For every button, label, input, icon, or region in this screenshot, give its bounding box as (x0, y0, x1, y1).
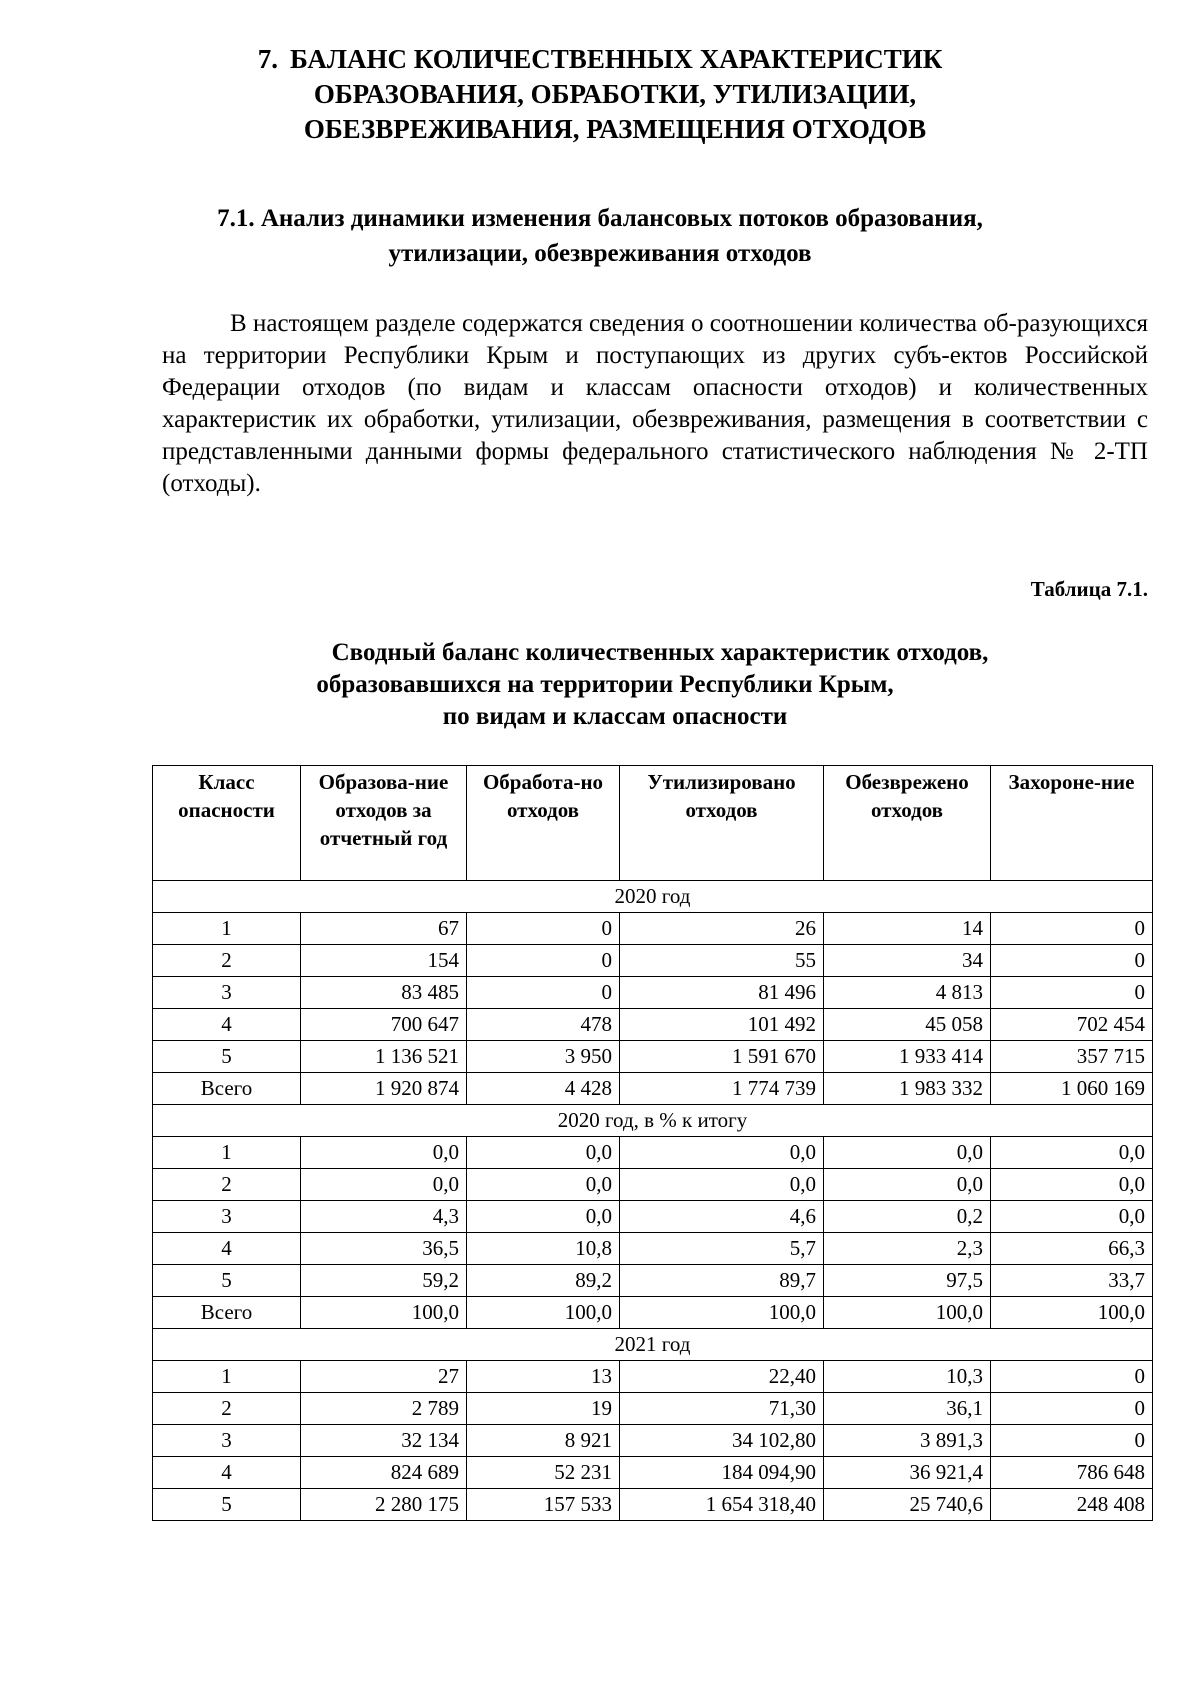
chapter-number: 7. (257, 44, 278, 74)
table-cell-class: 2 (153, 945, 301, 977)
table-row (153, 977, 1153, 1009)
table-cell-value: 2 280 175 (301, 1489, 467, 1521)
table-cell-value: 0 (991, 1425, 1153, 1457)
table-row (153, 1457, 1153, 1489)
table-cell-value: 100,0 (301, 1297, 467, 1329)
table-cell-value: 34 (824, 945, 991, 977)
section-title-line-2: утилизации, обезвреживания отходов (388, 240, 812, 267)
table-cell-value: 0,0 (301, 1137, 467, 1169)
table-cell-value: 157 533 (467, 1489, 620, 1521)
table-cell-class: 1 (153, 913, 301, 945)
table-cell-value: 1 933 414 (824, 1041, 991, 1073)
chapter-title-line-2: ОБРАЗОВАНИЯ, ОБРАБОТКИ, УТИЛИЗАЦИИ, (313, 79, 917, 109)
table-body (153, 881, 1153, 1521)
table-group-label: 2021 год (153, 1329, 1153, 1361)
table-cell-class: 4 (153, 1009, 301, 1041)
table-cell-value: 19 (467, 1393, 620, 1425)
table-cell-value: 1 591 670 (620, 1041, 824, 1073)
section-title-line-1: 7.1. Анализ динамики изменения балансовых потоков образования, (217, 205, 983, 232)
table-cell-value: 2,3 (824, 1233, 991, 1265)
table-cell-class: 1 (153, 1137, 301, 1169)
table-cell-value: 0,0 (620, 1137, 824, 1169)
table-cell-value: 1 654 318,40 (620, 1489, 824, 1521)
table-number: Таблица 7.1. (1030, 577, 1148, 601)
table-group-label: 2020 год (153, 881, 1153, 913)
table-cell-value: 32 134 (301, 1425, 467, 1457)
table-cell-value: 0,0 (991, 1201, 1153, 1233)
table-cell-value: 3 891,3 (824, 1425, 991, 1457)
table-cell-class: 2 (153, 1393, 301, 1425)
table-row (153, 1169, 1153, 1201)
column-header-processed: Обработа-но отходов (467, 766, 620, 881)
table-cell-value: 100,0 (467, 1297, 620, 1329)
table-cell-class: 3 (153, 977, 301, 1009)
table-row (153, 1425, 1153, 1457)
table-cell-value: 0,0 (824, 1169, 991, 1201)
table-cell-value: 36,1 (824, 1393, 991, 1425)
column-header-buried: Захороне-ние (991, 766, 1153, 881)
table-title-line-3: по видам и классам опасности (442, 703, 788, 730)
table-cell-value: 1 920 874 (301, 1073, 467, 1105)
table-cell-value: 52 231 (467, 1457, 620, 1489)
table-cell-value: 25 740,6 (824, 1489, 991, 1521)
table-cell-value: 357 715 (991, 1041, 1153, 1073)
table-row (153, 1361, 1153, 1393)
table-cell-value: 1 983 332 (824, 1073, 991, 1105)
waste-balance-table (152, 765, 1153, 1521)
table-cell-value: 13 (467, 1361, 620, 1393)
table-cell-value: 0,0 (824, 1137, 991, 1169)
table-cell-class: Всего (153, 1297, 301, 1329)
table-row (153, 1201, 1153, 1233)
table-cell-value: 0,0 (301, 1169, 467, 1201)
table-cell-value: 36,5 (301, 1233, 467, 1265)
table-cell-value: 66,3 (991, 1233, 1153, 1265)
table-cell-value: 10,3 (824, 1361, 991, 1393)
table-cell-value: 5,7 (620, 1233, 824, 1265)
table-cell-value: 4,6 (620, 1201, 824, 1233)
column-header-utilized: Утилизировано отходов (620, 766, 824, 881)
table-cell-value: 27 (301, 1361, 467, 1393)
table-group-row (153, 881, 1153, 913)
table-cell-value: 786 648 (991, 1457, 1153, 1489)
table-cell-value: 10,8 (467, 1233, 620, 1265)
table-row (153, 1137, 1153, 1169)
table-group-row (153, 1329, 1153, 1361)
table-title (0, 637, 1200, 733)
table-cell-value: 22,40 (620, 1361, 824, 1393)
table-cell-value: 59,2 (301, 1265, 467, 1297)
table-group-label: 2020 год, в % к итогу (153, 1105, 1153, 1137)
table-cell-value: 0,0 (467, 1169, 620, 1201)
table-row (153, 1489, 1153, 1521)
table-group-row (153, 1105, 1153, 1137)
table-cell-value: 0,0 (991, 1137, 1153, 1169)
table-cell-value: 0 (991, 945, 1153, 977)
table-cell-value: 4 813 (824, 977, 991, 1009)
table-cell-value: 71,30 (620, 1393, 824, 1425)
table-cell-value: 184 094,90 (620, 1457, 824, 1489)
section-heading (0, 201, 1200, 271)
table-cell-value: 67 (301, 913, 467, 945)
table-cell-value: 3 950 (467, 1041, 620, 1073)
table-cell-value: 0 (467, 913, 620, 945)
table-title-line-1: Сводный баланс количественных характеристик отходов, (331, 639, 989, 666)
column-header-generated: Образова-ние отходов за отчетный год (301, 766, 467, 881)
table-cell-value: 83 485 (301, 977, 467, 1009)
table-row (153, 1265, 1153, 1297)
table-cell-value: 14 (824, 913, 991, 945)
table-cell-value: 100,0 (824, 1297, 991, 1329)
table-cell-class: 2 (153, 1169, 301, 1201)
table-title-line-2: образовавшихся на территории Республики Крым, (316, 671, 894, 698)
table-row (153, 1233, 1153, 1265)
table-cell-value: 0,0 (467, 1201, 620, 1233)
table-cell-value: 1 060 169 (991, 1073, 1153, 1105)
table-cell-value: 89,2 (467, 1265, 620, 1297)
table-cell-value: 26 (620, 913, 824, 945)
table-cell-value: 100,0 (991, 1297, 1153, 1329)
table-cell-value: 248 408 (991, 1489, 1153, 1521)
table-row (153, 1073, 1153, 1105)
table-cell-class: 5 (153, 1489, 301, 1521)
table-cell-value: 0 (467, 945, 620, 977)
table-row (153, 913, 1153, 945)
table-cell-value: 55 (620, 945, 824, 977)
table-cell-value: 0 (991, 913, 1153, 945)
intro-paragraph: В настоящем разделе содержатся сведения о соотношении количества об-разующихся на территории Республики Крым и поступающих из других субъ-ектов Российской Федерации отходов (по видам и классам опасности отходов) и количественных характеристик их обработки, утилизации, обезвреживания, размещения в соответствии с представленными данными формы федерального статистического наблюдения № 2-ТП (отходы). (162, 310, 1148, 497)
table-cell-value: 824 689 (301, 1457, 467, 1489)
table-cell-value: 36 921,4 (824, 1457, 991, 1489)
table-row (153, 1297, 1153, 1329)
table-cell-value: 45 058 (824, 1009, 991, 1041)
chapter-title-line-1: БАЛАНС КОЛИЧЕСТВЕННЫХ ХАРАКТЕРИСТИК (289, 44, 943, 74)
table-cell-value: 97,5 (824, 1265, 991, 1297)
table-cell-value: 0,2 (824, 1201, 991, 1233)
table-row (153, 945, 1153, 977)
table-cell-class: 1 (153, 1361, 301, 1393)
table-row (153, 1393, 1153, 1425)
column-header-neutralized: Обезврежено отходов (824, 766, 991, 881)
table-cell-value: 89,7 (620, 1265, 824, 1297)
table-cell-value: 4 428 (467, 1073, 620, 1105)
table-cell-value: 34 102,80 (620, 1425, 824, 1457)
table-cell-value: 0 (991, 1361, 1153, 1393)
table-cell-value: 0 (467, 977, 620, 1009)
table-cell-value: 154 (301, 945, 467, 977)
table-cell-value: 1 136 521 (301, 1041, 467, 1073)
table-cell-value: 0,0 (467, 1137, 620, 1169)
table-cell-value: 0 (991, 1393, 1153, 1425)
table-cell-class: 5 (153, 1265, 301, 1297)
table-header-row (153, 766, 1153, 881)
table-cell-value: 0,0 (991, 1169, 1153, 1201)
table-cell-value: 4,3 (301, 1201, 467, 1233)
table-cell-value: 2 789 (301, 1393, 467, 1425)
column-header-class: Класс опасности (153, 766, 301, 881)
table-cell-value: 81 496 (620, 977, 824, 1009)
table-cell-class: 3 (153, 1201, 301, 1233)
table-cell-class: 5 (153, 1041, 301, 1073)
table-cell-class: Всего (153, 1073, 301, 1105)
table-cell-value: 0,0 (620, 1169, 824, 1201)
table-cell-class: 4 (153, 1457, 301, 1489)
table-cell-value: 1 774 739 (620, 1073, 824, 1105)
table-cell-value: 0 (991, 977, 1153, 1009)
table-cell-value: 100,0 (620, 1297, 824, 1329)
table-cell-value: 101 492 (620, 1009, 824, 1041)
chapter-title-line-3: ОБЕЗВРЕЖИВАНИЯ, РАЗМЕЩЕНИЯ ОТХОДОВ (303, 114, 927, 144)
table-cell-value: 702 454 (991, 1009, 1153, 1041)
table-row (153, 1009, 1153, 1041)
chapter-heading (0, 42, 1200, 147)
table-cell-value: 8 921 (467, 1425, 620, 1457)
table-cell-class: 3 (153, 1425, 301, 1457)
table-row (153, 1041, 1153, 1073)
table-cell-value: 33,7 (991, 1265, 1153, 1297)
table-cell-value: 700 647 (301, 1009, 467, 1041)
table-cell-class: 4 (153, 1233, 301, 1265)
table-cell-value: 478 (467, 1009, 620, 1041)
